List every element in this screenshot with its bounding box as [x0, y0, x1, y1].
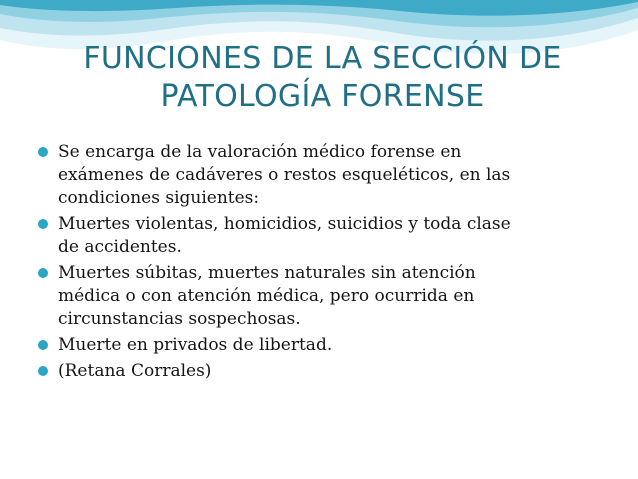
- bullet-item: [38, 334, 598, 357]
- bullet-text-line: Muertes violentas, homicidios, suicidios y toda clase: [58, 214, 511, 234]
- title-line: PATOLOGÍA FORENSE: [160, 79, 485, 114]
- bullet-text-line: circunstancias sospechosas.: [58, 309, 301, 329]
- bullet-text-line: de accidentes.: [58, 237, 182, 257]
- bullet-text-line: condiciones siguientes:: [58, 188, 260, 208]
- bullet-item: [38, 262, 598, 331]
- slide-title: [40, 40, 605, 116]
- bullet-dot-icon: [38, 219, 48, 229]
- bullet-dot-icon: [38, 340, 48, 350]
- bullet-text-line: (Retana Corrales): [58, 361, 212, 381]
- bullet-dot-icon: [38, 366, 48, 376]
- bullet-text-line: Muerte en privados de libertad.: [58, 335, 333, 355]
- bullet-text-line: exámenes de cadáveres o restos esqueléticos, en las: [58, 165, 511, 185]
- bullet-dot-icon: [38, 268, 48, 278]
- title-line: FUNCIONES DE LA SECCIÓN DE: [83, 41, 562, 76]
- bullet-text-line: médica o con atención médica, pero ocurrida en: [58, 286, 475, 306]
- bullet-item: [38, 141, 598, 210]
- bullet-item: [38, 360, 598, 383]
- bullet-dot-icon: [38, 147, 48, 157]
- bullet-list: [38, 141, 598, 386]
- bullet-item: [38, 213, 598, 259]
- bullet-text-line: Muertes súbitas, muertes naturales sin atención: [58, 263, 476, 283]
- bullet-text-line: Se encarga de la valoración médico forense en: [58, 142, 462, 162]
